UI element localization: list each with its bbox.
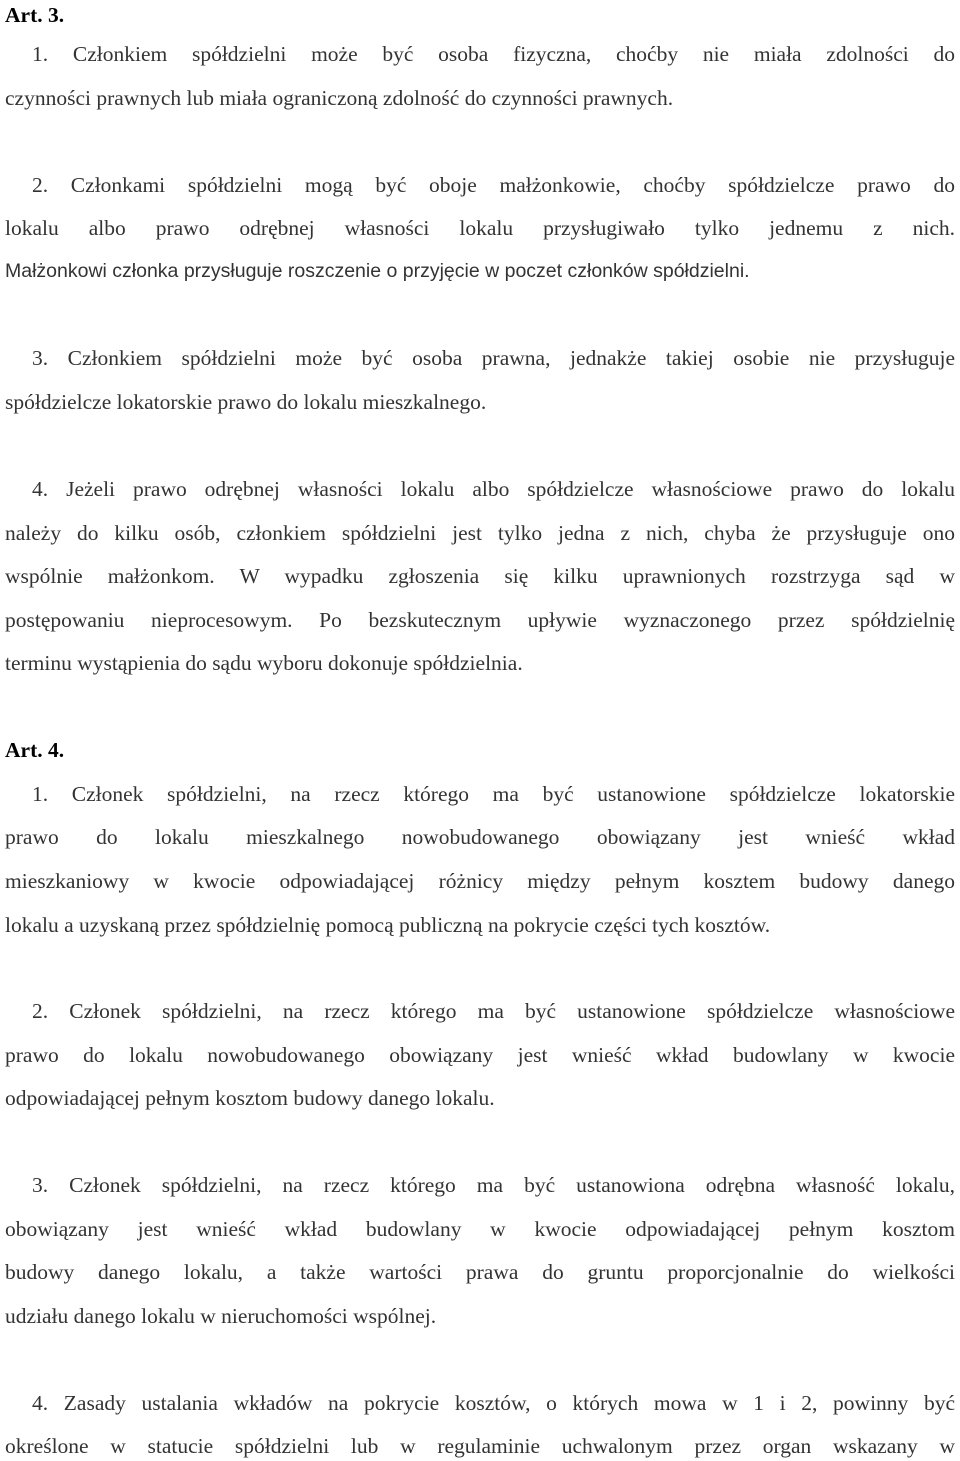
art3-paragraph-4-line-1: 4. Jeżeli prawo odrębnej własności lokalu albo spółdzielcze własnościowe prawo do lokalu [32,477,955,501]
art4-paragraph-3-line-3: budowy danego lokalu, a także wartości prawa do gruntu proporcjonalnie do wielkości [5,1260,955,1284]
art4-paragraph-1-line-1: 1. Członek spółdzielni, na rzecz którego ma być ustanowione spółdzielcze lokatorskie [32,782,955,806]
art4-paragraph-2-line-1: 2. Członek spółdzielni, na rzecz którego ma być ustanowione spółdzielcze własnościowe [32,999,955,1023]
art4-paragraph-3-line-4: udziału danego lokalu w nieruchomości wspólnej. [5,1304,437,1328]
article-4-heading: Art. 4. [5,738,65,762]
art3-paragraph-4-line-2: należy do kilku osób, członkiem spółdzielni jest tylko jedna z nich, chyba że przysługuje ono [5,521,955,545]
art3-paragraph-4-line-4: postępowaniu nieprocesowym. Po bezskutecznym upływie wyznaczonego przez spółdzielnię [5,608,955,632]
art3-paragraph-4-line-5: terminu wystąpienia do sądu wyboru dokonuje spółdzielnia. [5,651,523,675]
art3-paragraph-2-line-2: lokalu albo prawo odrębnej własności lokalu przysługiwało tylko jednemu z nich. [5,216,955,240]
art3-paragraph-4-line-3: wspólnie małżonkom. W wypadku zgłoszenia się kilku uprawnionych rozstrzyga sąd w [5,564,955,588]
art4-paragraph-1-line-2: prawo do lokalu mieszkalnego nowobudowanego obowiązany jest wnieść wkład [5,825,955,849]
art4-paragraph-2-line-3: odpowiadającej pełnym kosztom budowy danego lokalu. [5,1086,495,1110]
art3-paragraph-3-line-1: 3. Członkiem spółdzielni może być osoba prawna, jednakże takiej osobie nie przysługuje [32,346,955,370]
article-3-heading: Art. 3. [5,3,65,27]
art3-paragraph-2-line-3: Małżonkowi członka przysługuje roszczenie o przyjęcie w poczet członków spółdzielni. [5,260,750,282]
art4-paragraph-3-line-2: obowiązany jest wnieść wkład budowlany w kwocie odpowiadającej pełnym kosztom [5,1217,955,1241]
art4-paragraph-3-line-1: 3. Członek spółdzielni, na rzecz którego ma być ustanowiona odrębna własność lokalu, [32,1173,955,1197]
art3-paragraph-1-line-2: czynności prawnych lub miała ograniczoną zdolność do czynności prawnych. [5,86,674,110]
art3-paragraph-2-line-1: 2. Członkami spółdzielni mogą być oboje małżonkowie, choćby spółdzielcze prawo do [32,173,955,197]
art4-paragraph-2-line-2: prawo do lokalu nowobudowanego obowiązany jest wnieść wkład budowlany w kwocie [5,1043,955,1067]
art3-paragraph-3-line-2: spółdzielcze lokatorskie prawo do lokalu mieszkalnego. [5,390,487,414]
art4-paragraph-4-line-2: określone w statucie spółdzielni lub w regulaminie uchwalonym przez organ wskazany w [5,1434,955,1458]
art4-paragraph-1-line-4: lokalu a uzyskaną przez spółdzielnię pomocą publiczną na pokrycie części tych kosztów. [5,913,771,937]
art3-paragraph-1-line-1: 1. Członkiem spółdzielni może być osoba fizyczna, choćby nie miała zdolności do [32,42,955,66]
art4-paragraph-1-line-3: mieszkaniowy w kwocie odpowiadającej różnicy między pełnym kosztem budowy danego [5,869,955,893]
art4-paragraph-4-line-1: 4. Zasady ustalania wkładów na pokrycie kosztów, o których mowa w 1 i 2, powinny być [32,1391,955,1415]
